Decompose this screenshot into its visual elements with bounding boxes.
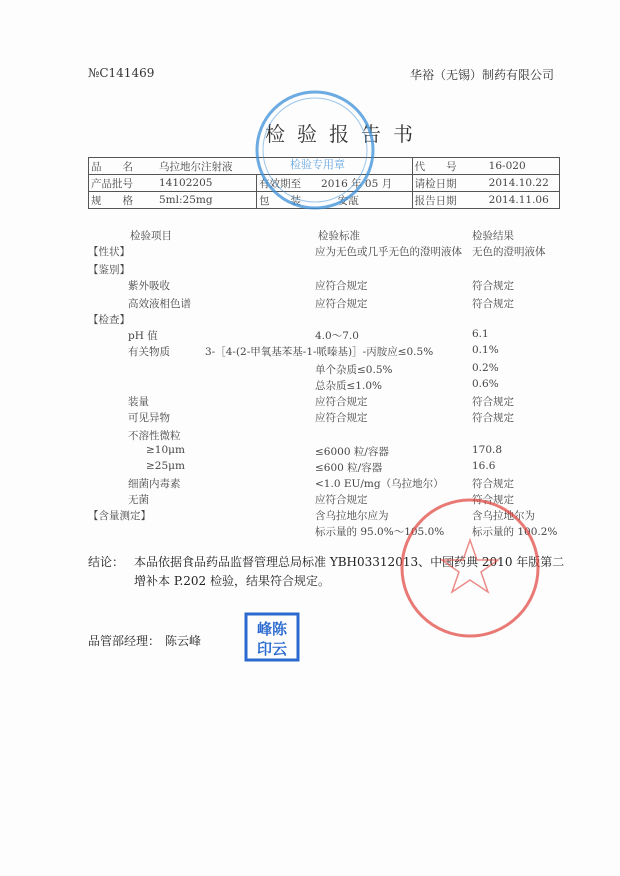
spec-label: 规 格	[89, 192, 158, 209]
page-title: 检验报告书	[265, 122, 425, 146]
row-item: 不溶性微粒	[128, 430, 181, 442]
conclusion-label: 结论：	[88, 555, 125, 569]
spec: 5ml:25mg	[157, 192, 257, 209]
conclusion-line1: 本品依据食品药品监督管理总局标准 YBH03312013、中国药典 2010 年版第二	[134, 555, 565, 569]
report-date-label: 报告日期	[412, 192, 487, 209]
batch-label: 产品批号	[89, 175, 158, 192]
product-name: 乌拉地尔注射液	[157, 158, 412, 175]
row-result: 符合规定	[472, 478, 514, 490]
report-date: 2014.11.06	[487, 192, 560, 209]
row-result: 0.2%	[472, 362, 499, 374]
row-item: 有关物质	[128, 346, 170, 358]
batch-number: 14102205	[157, 175, 257, 192]
row-standard: ≤6000 粒/容器	[315, 446, 389, 458]
row-standard: <1.0 EU/mg（乌拉地尔）	[315, 478, 444, 490]
col-standard: 检验标准	[318, 230, 360, 242]
row-result: 含乌拉地尔为	[472, 510, 535, 522]
row-result: 标示量的 100.2%	[472, 526, 558, 538]
row-result: 16.6	[472, 460, 496, 472]
row-standard: 含乌拉地尔应为	[315, 510, 389, 522]
expiry-date: 2016 年 05 月	[321, 177, 393, 190]
company-name: 华裕（无锡）制药有限公司	[410, 68, 555, 82]
personal-seal	[244, 612, 300, 662]
row-item: 【检查】	[88, 314, 130, 326]
row-result: 符合规定	[472, 396, 514, 408]
row-standard: ≤600 粒/容器	[315, 462, 383, 474]
report-number: №C141469	[88, 66, 155, 80]
row-standard: 应符合规定	[315, 396, 368, 408]
col-item: 检验项目	[130, 230, 172, 242]
row-item: 紫外吸收	[128, 280, 170, 292]
product-code: 16-020	[487, 158, 560, 175]
row-result: 无色的澄明液体	[472, 246, 546, 258]
package: 安瓿	[337, 194, 359, 207]
row-standard: 应符合规定	[315, 298, 368, 310]
row-standard: 标示量的 95.0%～105.0%	[315, 526, 445, 538]
row-item: 【性状】	[88, 246, 130, 258]
red-company-seal	[390, 490, 550, 650]
signature-label: 品管部经理：	[88, 634, 161, 648]
blue-stamp-text: 检验专用章	[290, 158, 345, 171]
col-result: 检验结果	[472, 230, 514, 242]
row-result: 符合规定	[472, 280, 514, 292]
row-standard: 应符合规定	[315, 280, 368, 292]
row-standard: 3-［4-(2-甲氧基苯基-1-哌嗪基)］-丙胺应≤0.5%	[205, 346, 434, 358]
row-result: 170.8	[472, 444, 503, 456]
code-label: 代 号	[412, 158, 487, 175]
row-result: 0.1%	[472, 344, 499, 356]
row-item: 【含量测定】	[88, 510, 151, 522]
row-item: 细菌内毒素	[128, 478, 181, 490]
row-item: 高效液相色谱	[128, 298, 191, 310]
row-standard: 应符合规定	[315, 494, 368, 506]
row-standard: 应符合规定	[315, 412, 368, 424]
row-standard: 单个杂质≤0.5%	[315, 364, 393, 376]
conclusion-line2: 增补本 P.202 检验，结果符合规定。	[134, 574, 330, 588]
request-date: 2014.10.22	[487, 175, 560, 192]
blue-inspection-stamp	[250, 88, 380, 218]
row-result: 符合规定	[472, 412, 514, 424]
expiry-label: 有效期至	[259, 177, 301, 190]
row-item: pH 值	[128, 330, 158, 342]
request-date-label: 请检日期	[412, 175, 487, 192]
signature-name: 陈云峰	[165, 634, 202, 648]
row-item: ≥10μm	[146, 444, 185, 456]
row-result: 符合规定	[472, 494, 514, 506]
row-standard: 应为无色或几乎无色的澄明液体	[315, 246, 462, 258]
row-standard: 总杂质≤1.0%	[315, 380, 382, 392]
row-item: 可见异物	[128, 412, 170, 424]
row-item: 无菌	[128, 494, 149, 506]
row-result: 6.1	[472, 328, 489, 340]
svg-text:峰陈: 峰陈	[256, 620, 288, 638]
svg-text:印云: 印云	[256, 640, 288, 658]
package-label: 包 装	[259, 194, 301, 207]
row-result: 0.6%	[472, 378, 499, 390]
name-label: 品 名	[89, 158, 158, 175]
row-standard: 4.0～7.0	[315, 330, 359, 342]
row-item: 【鉴别】	[88, 264, 130, 276]
row-item: ≥25μm	[146, 460, 185, 472]
row-item: 装量	[128, 396, 149, 408]
row-result: 符合规定	[472, 298, 514, 310]
